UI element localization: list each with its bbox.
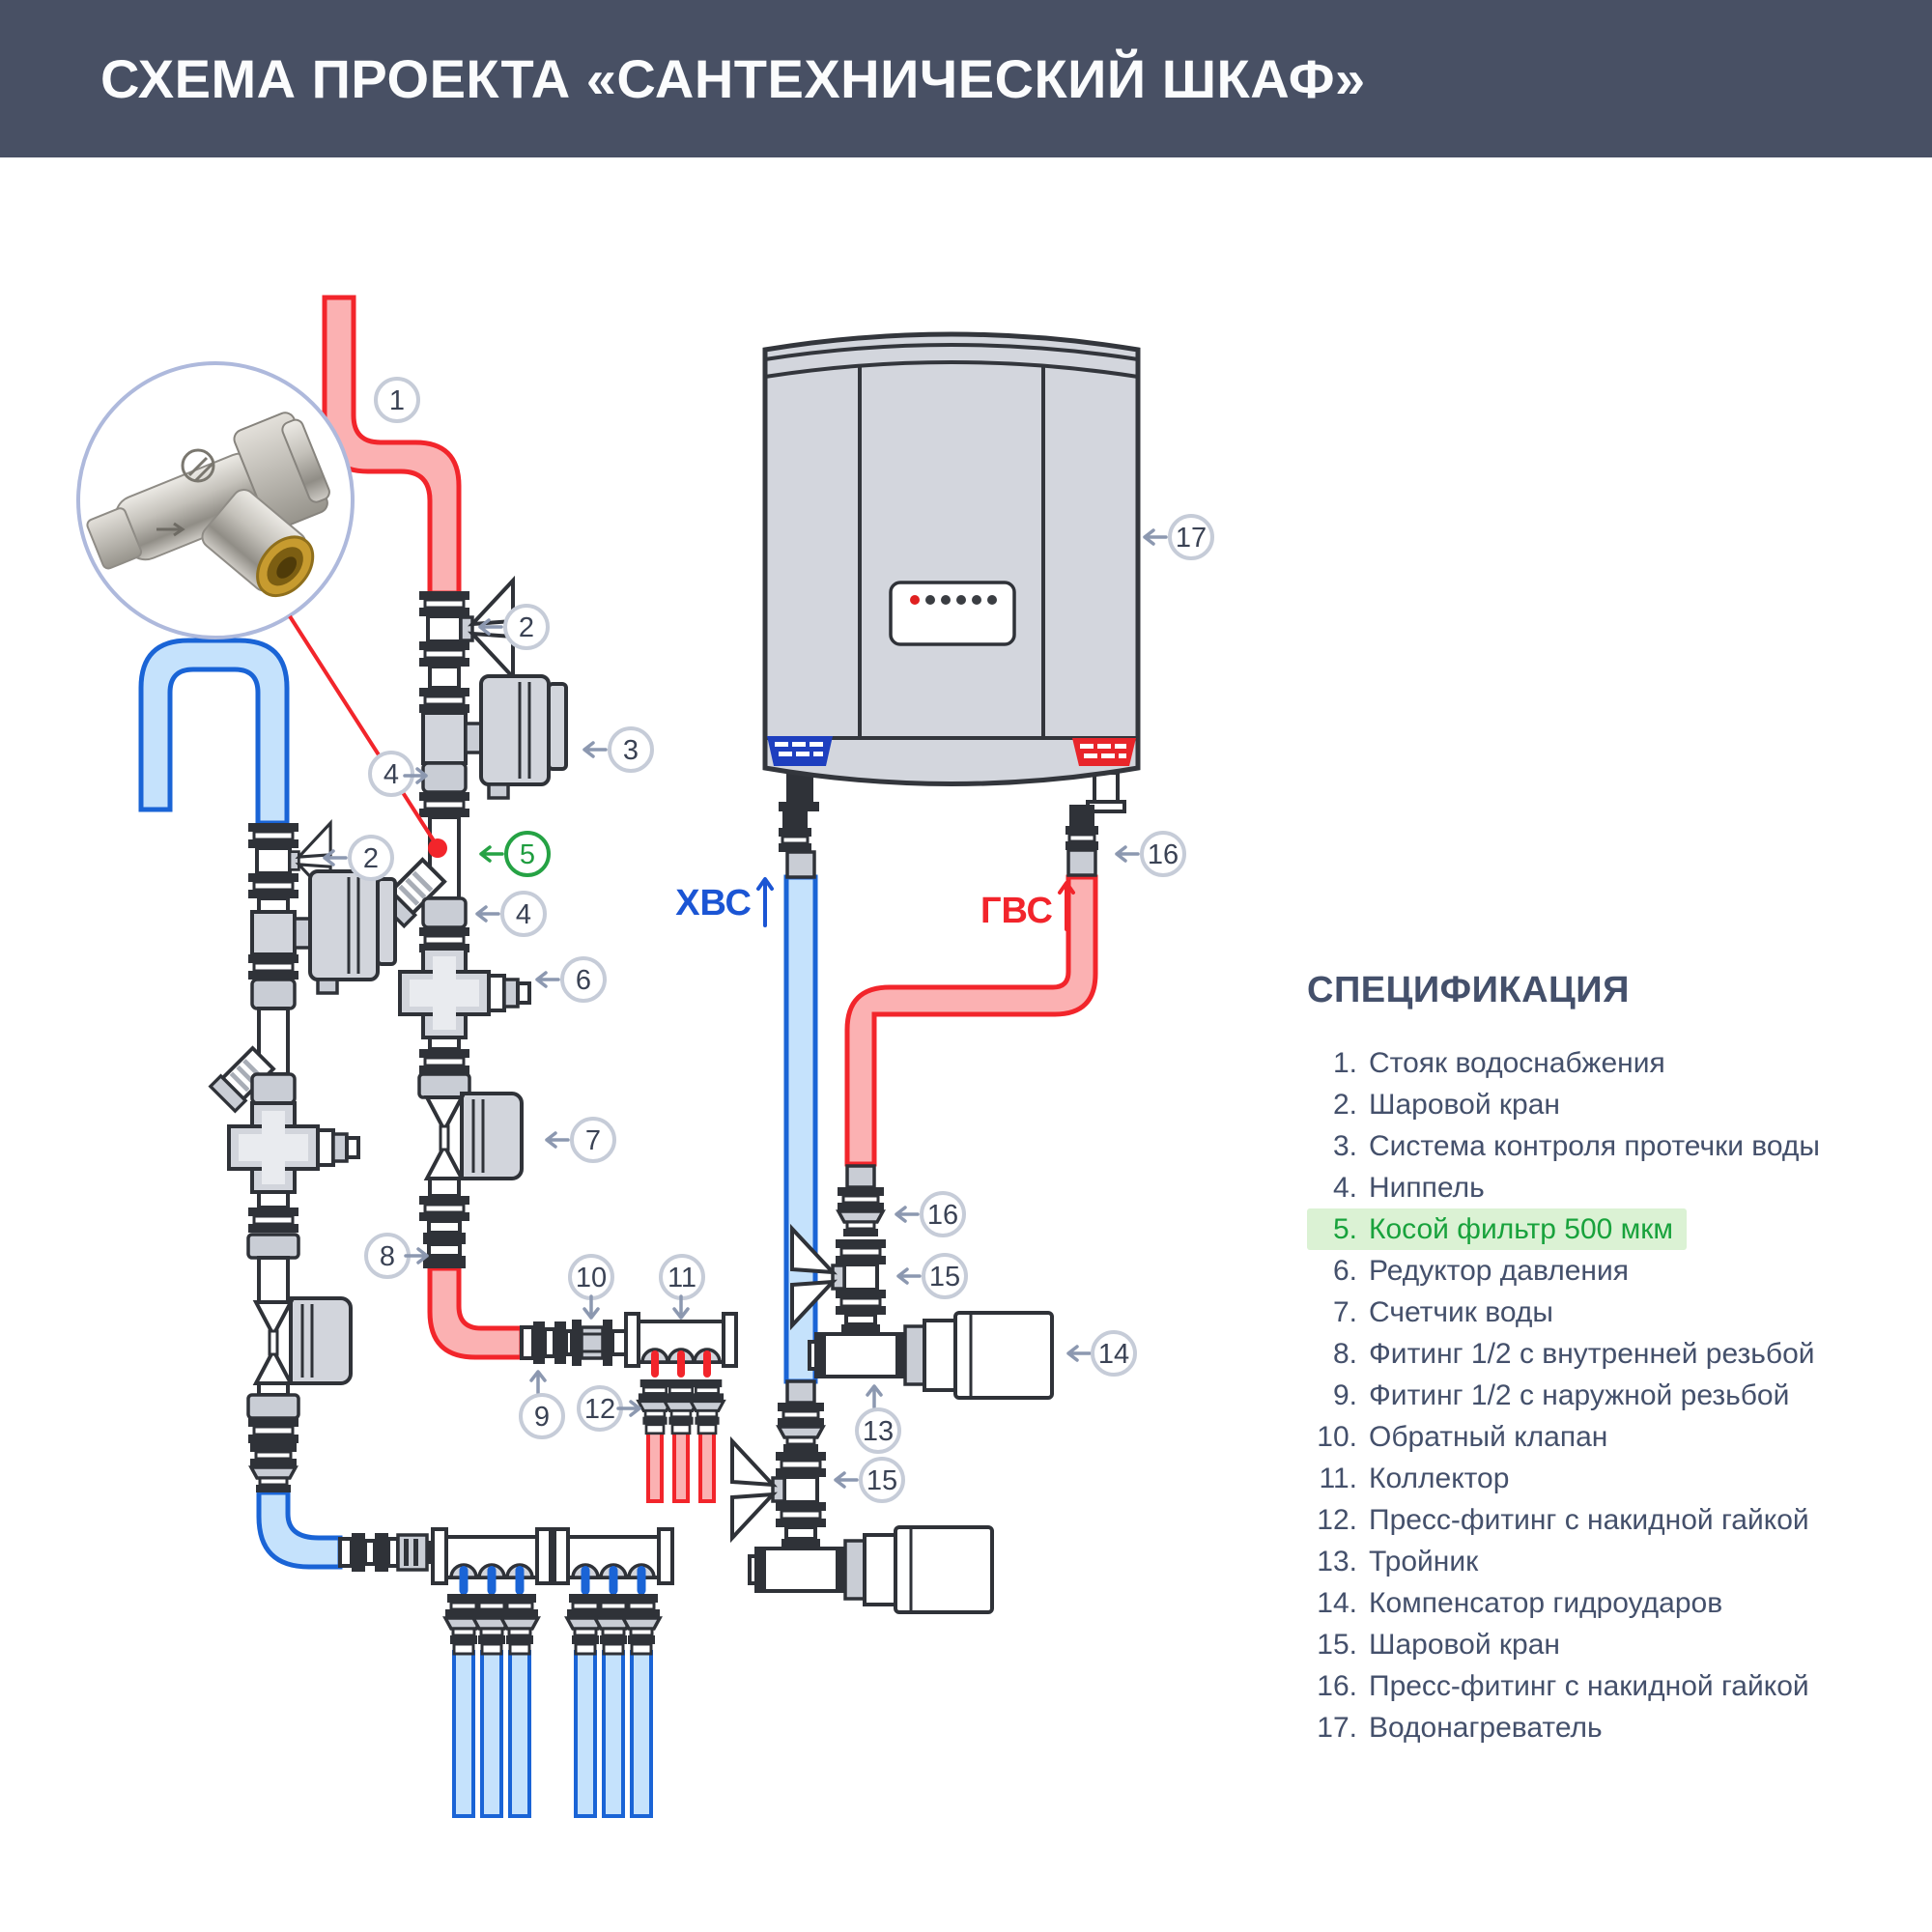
water-heater	[765, 334, 1138, 811]
callout-16-upper	[1117, 833, 1184, 875]
spec-item-label: Пресс-фитинг с накидной гайкой	[1369, 1504, 1809, 1536]
hot-collector-pipes	[648, 1432, 714, 1501]
spec-item-9: 9. Фитинг 1/2 с наружной резьбой	[1307, 1375, 1803, 1416]
spec-item-label: Обратный клапан	[1369, 1421, 1608, 1453]
svg-text:5: 5	[519, 839, 536, 870]
svg-text:3: 3	[622, 735, 639, 766]
callout-14	[1068, 1332, 1135, 1375]
svg-text:17: 17	[1175, 523, 1208, 554]
hot-nipple-2	[423, 898, 466, 927]
spec-item-label: Шаровой кран	[1369, 1089, 1560, 1121]
heater-cold-port	[767, 736, 833, 766]
cold-branch-elbow	[259, 1492, 340, 1567]
svg-text:ГВС: ГВС	[980, 891, 1053, 931]
spec-item-2: 2. Шаровой кран	[1307, 1084, 1574, 1125]
inset-leader-dot	[428, 838, 447, 858]
callout-5	[481, 833, 549, 875]
spec-item-label: Система контроля протечки воды	[1369, 1130, 1820, 1162]
cold-collector-a	[433, 1529, 551, 1654]
callout-11	[661, 1256, 703, 1318]
svg-text:11: 11	[667, 1263, 697, 1293]
fitting-male	[522, 1321, 572, 1364]
fitting-female	[423, 1221, 466, 1268]
spec-item-7: 7. Счетчик воды	[1307, 1292, 1567, 1333]
spec-item-8: 8. Фитинг 1/2 с внутренней резьбой	[1307, 1333, 1829, 1375]
hot-flow-label	[980, 883, 1073, 931]
spec-item-label: Водонагреватель	[1369, 1712, 1603, 1744]
spec-item-1: 1. Стояк водоснабжения	[1307, 1042, 1679, 1084]
cold-collector-pipes	[454, 1652, 651, 1816]
cold-press-fitting	[250, 1443, 297, 1492]
callout-4-lower	[477, 893, 545, 935]
spec-item-11: 11. Коллектор	[1307, 1458, 1522, 1499]
spec-item-label: Стояк водоснабжения	[1369, 1047, 1665, 1079]
svg-text:12: 12	[583, 1394, 616, 1425]
callout-12	[579, 1387, 639, 1430]
spec-item-label: Тройник	[1369, 1546, 1479, 1577]
hot-collector	[626, 1314, 736, 1434]
callout-7	[547, 1119, 614, 1161]
spec-item-15: 15. Шаровой кран	[1307, 1624, 1574, 1665]
spec-item-14: 14. Компенсатор гидроударов	[1307, 1582, 1736, 1624]
svg-text:16: 16	[926, 1200, 959, 1231]
spec-item-4: 4. Ниппель	[1307, 1167, 1498, 1208]
callout-8	[366, 1235, 427, 1277]
svg-text:13: 13	[862, 1416, 895, 1447]
cold-collector-b	[554, 1529, 672, 1654]
svg-text:1: 1	[388, 385, 406, 416]
spec-item-17: 17. Водонагреватель	[1307, 1707, 1616, 1748]
svg-text:7: 7	[584, 1125, 602, 1156]
spec-item-label: Счетчик воды	[1369, 1296, 1553, 1328]
svg-text:15: 15	[866, 1465, 898, 1496]
svg-text:2: 2	[362, 843, 380, 874]
cold-feed-valve	[732, 1441, 826, 1538]
specification-panel	[1307, 970, 1906, 1748]
hot-nipple-1	[423, 763, 466, 792]
spec-item-label: Редуктор давления	[1369, 1255, 1629, 1287]
svg-text:ХВС: ХВС	[675, 883, 752, 923]
svg-text:4: 4	[383, 759, 400, 790]
callout-15-cold	[836, 1459, 903, 1501]
hot-tee-compensator	[810, 1313, 1052, 1398]
hot-pressure-reducer	[400, 949, 529, 1037]
spec-item-label: Фитинг 1/2 с внутренней резьбой	[1369, 1338, 1815, 1370]
spec-item-13: 13. Тройник	[1307, 1541, 1492, 1582]
svg-text:6: 6	[575, 965, 592, 996]
spec-item-5-highlighted: 5. Косой фильтр 500 мкм	[1307, 1208, 1687, 1250]
spec-item-label: Шаровой кран	[1369, 1629, 1560, 1661]
svg-text:14: 14	[1097, 1339, 1130, 1370]
callout-13	[857, 1386, 899, 1452]
spec-item-16: 16. Пресс-фитинг с накидной гайкой	[1307, 1665, 1823, 1707]
spec-item-label: Косой фильтр 500 мкм	[1369, 1213, 1674, 1245]
heater-hot-out-pipe	[847, 877, 1095, 1164]
spec-item-label: Фитинг 1/2 с наружной резьбой	[1369, 1379, 1790, 1411]
spec-item-3: 3. Система контроля протечки воды	[1307, 1125, 1833, 1167]
cold-tee-compensator	[750, 1527, 992, 1612]
callout-6	[537, 958, 605, 1001]
spec-item-6: 6. Редуктор давления	[1307, 1250, 1642, 1292]
spec-item-10: 10. Обратный клапан	[1307, 1416, 1621, 1458]
spec-item-label: Коллектор	[1369, 1463, 1510, 1494]
cold-water-meter	[256, 1298, 351, 1383]
check-valve	[572, 1320, 612, 1366]
callout-16-lower	[896, 1193, 964, 1236]
callout-9	[521, 1372, 563, 1437]
callout-4-upper	[370, 753, 426, 795]
spec-item-12: 12. Пресс-фитинг с накидной гайкой	[1307, 1499, 1823, 1541]
page-title: СХЕМА ПРОЕКТА «САНТЕХНИЧЕСКИЙ ШКАФ»	[100, 48, 1366, 109]
svg-text:8: 8	[379, 1241, 396, 1272]
inset-leader-line	[290, 616, 437, 845]
callout-1	[376, 379, 418, 421]
svg-text:10: 10	[575, 1263, 608, 1293]
spec-title: СПЕЦИФИКАЦИЯ	[1307, 970, 1630, 1010]
svg-text:4: 4	[515, 899, 532, 930]
svg-text:9: 9	[533, 1402, 551, 1433]
svg-text:2: 2	[518, 612, 535, 643]
cold-flow-label	[675, 879, 772, 925]
callout-10	[570, 1256, 612, 1318]
callout-3	[584, 728, 652, 771]
cold-couplings	[340, 1533, 433, 1572]
strainer-photo-inset	[75, 363, 353, 638]
callout-15-hot	[898, 1255, 966, 1297]
svg-text:16: 16	[1147, 839, 1179, 870]
heater-hot-port	[1072, 738, 1136, 766]
heater-control-panel	[891, 582, 1014, 644]
cold-riser-pipe	[141, 640, 287, 823]
spec-item-label: Ниппель	[1369, 1172, 1485, 1204]
cold-pressure-reducer	[229, 1103, 358, 1192]
hot-water-meter	[427, 1094, 522, 1179]
svg-text:15: 15	[928, 1262, 961, 1293]
callout-17	[1145, 516, 1212, 558]
hot-branch-elbow	[430, 1268, 522, 1357]
spec-item-label: Пресс-фитинг с накидной гайкой	[1369, 1670, 1809, 1702]
hot-ball-valve	[419, 581, 513, 677]
spec-item-label: Компенсатор гидроударов	[1369, 1587, 1723, 1619]
